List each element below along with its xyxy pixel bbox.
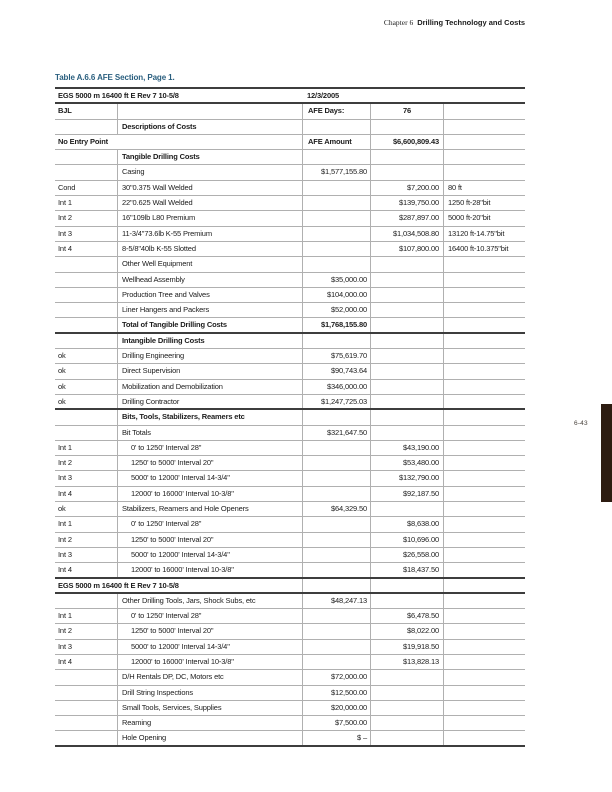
page-number: 6-43 [574, 420, 588, 427]
amount-detail [370, 410, 443, 424]
interval-note [443, 548, 525, 562]
amount-detail: $18,437.50 [370, 563, 443, 576]
amount-detail [370, 701, 443, 715]
cost-description: Liner Hangers and Packers [117, 303, 302, 317]
table-row [55, 686, 525, 701]
amount-subtotal [302, 441, 370, 455]
row-label: Int 2 [58, 458, 72, 468]
interval-note: 5000 ft-20"bit [443, 211, 525, 225]
amount-subtotal [302, 640, 370, 654]
cost-description: 12000' to 16000' Interval 10-3/8" [117, 563, 302, 576]
amount-subtotal [302, 242, 370, 256]
row-label: BJL [58, 106, 72, 116]
amount-detail [370, 303, 443, 317]
amount-detail [370, 380, 443, 394]
table-row [55, 165, 525, 180]
interval-note [443, 410, 525, 424]
amount-detail: $19,918.50 [370, 640, 443, 654]
amount-detail [370, 288, 443, 302]
amount-subtotal [302, 624, 370, 638]
cost-description: Reaming [117, 716, 302, 730]
interval-note [443, 273, 525, 287]
table-row [55, 135, 525, 150]
amount-subtotal: $346,000.00 [302, 380, 370, 394]
interval-note [443, 716, 525, 730]
amount-subtotal [302, 655, 370, 669]
amount-detail: $139,750.00 [370, 196, 443, 210]
chapter-edge-tab [601, 404, 612, 502]
cost-description: 0' to 1250' Interval 28" [117, 517, 302, 531]
amount-subtotal: AFE Amount [302, 135, 370, 149]
amount-subtotal [302, 579, 370, 592]
amount-subtotal: $35,000.00 [302, 273, 370, 287]
table-row [55, 655, 525, 670]
amount-subtotal: $90,743.64 [302, 364, 370, 378]
amount-subtotal [302, 227, 370, 241]
cost-description: Total of Tangible Drilling Costs [117, 318, 302, 331]
interval-note [443, 456, 525, 470]
amount-detail: $7,200.00 [370, 181, 443, 195]
cost-description: Production Tree and Valves [117, 288, 302, 302]
amount-subtotal [302, 533, 370, 547]
amount-subtotal [302, 410, 370, 424]
row-label [55, 426, 117, 440]
interval-note [443, 441, 525, 455]
chapter-section-title: Drilling Technology and Costs [417, 18, 525, 27]
cost-description: 22"0.625 Wall Welded [117, 196, 302, 210]
amount-detail: $107,800.00 [370, 242, 443, 256]
row-label: ok [58, 396, 66, 406]
date: 12/3/2005 [307, 91, 340, 100]
cost-description: Other Drilling Tools, Jars, Shock Subs, etc [117, 594, 302, 608]
row-label: ok [58, 504, 66, 514]
amount-detail [370, 257, 443, 271]
cost-description: 16"109lb L80 Premium [117, 211, 302, 225]
cost-description: Descriptions of Costs [117, 120, 302, 134]
row-label: Int 4 [58, 565, 72, 575]
interval-note [443, 670, 525, 684]
table-row [55, 334, 525, 349]
table-row [55, 273, 525, 288]
amount-detail: $26,558.00 [370, 548, 443, 562]
interval-note [443, 655, 525, 669]
table-row [55, 670, 525, 685]
cost-description: 30"0.375 Wall Welded [117, 181, 302, 195]
row-label [55, 670, 117, 684]
interval-note: 16400 ft-10.375"bit [443, 242, 525, 256]
interval-note [443, 701, 525, 715]
table-row [55, 548, 525, 563]
amount-detail [370, 686, 443, 700]
amount-subtotal: $75,619.70 [302, 349, 370, 363]
cost-description: 1250' to 5000' Interval 20" [117, 533, 302, 547]
row-label: EGS 5000 m 16400 ft E Rev 7 10-5/8 [58, 580, 179, 590]
table-row [55, 150, 525, 165]
cost-description: Drilling Engineering [117, 349, 302, 363]
interval-note [443, 563, 525, 576]
table-row [55, 196, 525, 211]
interval-note [443, 257, 525, 271]
amount-detail [370, 165, 443, 179]
amount-subtotal: $48,247.13 [302, 594, 370, 608]
interval-note [443, 624, 525, 638]
cost-description: Small Tools, Services, Supplies [117, 701, 302, 715]
row-label: Int 2 [58, 626, 72, 636]
row-label [55, 334, 117, 348]
cost-description: 5000' to 12000' Interval 14-3/4" [117, 548, 302, 562]
row-label [55, 701, 117, 715]
table-row [55, 701, 525, 716]
table-row [55, 364, 525, 379]
amount-detail [370, 502, 443, 516]
amount-detail [370, 273, 443, 287]
amount-subtotal: $7,500.00 [302, 716, 370, 730]
running-header [0, 18, 525, 27]
row-label: Int 1 [58, 611, 72, 621]
cost-description: 8-5/8"40lb K-55 Slotted [117, 242, 302, 256]
row-label [55, 150, 117, 164]
row-label: ok [58, 351, 66, 361]
table-row [55, 731, 525, 746]
interval-note [443, 579, 525, 592]
well-spec: EGS 5000 m 16400 ft E Rev 7 10-5/8 [58, 91, 179, 100]
cost-description: 12000' to 16000' Interval 10-3/8" [117, 487, 302, 501]
row-label: Int 3 [58, 228, 72, 238]
row-label [55, 165, 117, 179]
amount-subtotal [302, 196, 370, 210]
amount-subtotal: $52,000.00 [302, 303, 370, 317]
amount-detail [370, 716, 443, 730]
amount-detail: $287,897.00 [370, 211, 443, 225]
row-label: Int 3 [58, 641, 72, 651]
amount-subtotal: $72,000.00 [302, 670, 370, 684]
cost-description: Casing [117, 165, 302, 179]
cost-description: Bits, Tools, Stabilizers, Reamers etc [117, 410, 302, 424]
amount-subtotal: $1,247,725.03 [302, 395, 370, 408]
row-label [55, 288, 117, 302]
row-label: Int 4 [58, 243, 72, 253]
row-label: Cond [58, 182, 76, 192]
interval-note [443, 165, 525, 179]
table-row [55, 640, 525, 655]
table-row [55, 441, 525, 456]
amount-subtotal: $ – [302, 731, 370, 744]
table-row [55, 456, 525, 471]
table-row [55, 120, 525, 135]
row-label: Int 1 [58, 519, 72, 529]
cost-description: Direct Supervision [117, 364, 302, 378]
interval-note [443, 334, 525, 348]
cost-description: D/H Rentals DP, DC, Motors etc [117, 670, 302, 684]
table-row [55, 487, 525, 502]
amount-detail [370, 349, 443, 363]
table-row [55, 104, 525, 119]
interval-note: 1250 ft-28"bit [443, 196, 525, 210]
amount-detail [370, 150, 443, 164]
table-row [55, 533, 525, 548]
row-label: ok [58, 381, 66, 391]
table-row [55, 471, 525, 486]
amount-subtotal [302, 150, 370, 164]
amount-subtotal [302, 211, 370, 225]
amount-detail: $13,828.13 [370, 655, 443, 669]
cost-description: Other Well Equipment [117, 257, 302, 271]
amount-detail: $10,696.00 [370, 533, 443, 547]
amount-subtotal [302, 563, 370, 576]
cost-description: 5000' to 12000' Interval 14-3/4" [117, 471, 302, 485]
amount-detail [370, 120, 443, 134]
table-row [55, 579, 525, 594]
row-label: Int 4 [58, 488, 72, 498]
amount-subtotal [302, 609, 370, 623]
interval-note [443, 349, 525, 363]
interval-note [443, 150, 525, 164]
cost-description: Stabilizers, Reamers and Hole Openers [117, 502, 302, 516]
cost-description: Wellhead Assembly [117, 273, 302, 287]
interval-note [443, 120, 525, 134]
interval-note [443, 471, 525, 485]
table-row [55, 716, 525, 731]
amount-detail: $53,480.00 [370, 456, 443, 470]
amount-detail [370, 594, 443, 608]
amount-detail: $6,600,809.43 [370, 135, 443, 149]
amount-subtotal [302, 257, 370, 271]
amount-subtotal [302, 548, 370, 562]
interval-note [443, 395, 525, 408]
row-label [55, 303, 117, 317]
table-title: Table A.6.6 AFE Section, Page 1. [55, 73, 175, 82]
table-row [55, 227, 525, 242]
row-label [55, 257, 117, 271]
amount-subtotal [302, 181, 370, 195]
amount-detail [370, 670, 443, 684]
cost-description: 0' to 1250' Interval 28" [117, 441, 302, 455]
table-row [55, 563, 525, 578]
amount-subtotal: $12,500.00 [302, 686, 370, 700]
table-row [55, 242, 525, 257]
table-row [55, 288, 525, 303]
cost-description: 1250' to 5000' Interval 20" [117, 624, 302, 638]
amount-detail: $8,638.00 [370, 517, 443, 531]
amount-detail: $92,187.50 [370, 487, 443, 501]
interval-note [443, 288, 525, 302]
interval-note [443, 609, 525, 623]
row-label: Int 3 [58, 549, 72, 559]
interval-note [443, 364, 525, 378]
amount-subtotal [302, 471, 370, 485]
cost-description: Tangible Drilling Costs [117, 150, 302, 164]
table-row [55, 303, 525, 318]
row-label: Int 3 [58, 473, 72, 483]
cost-description: 1250' to 5000' Interval 20" [117, 456, 302, 470]
interval-note [443, 487, 525, 501]
amount-subtotal: $104,000.00 [302, 288, 370, 302]
table-row [55, 349, 525, 364]
interval-note [443, 380, 525, 394]
table-row [55, 257, 525, 272]
afe-table [55, 87, 525, 747]
table-row [55, 181, 525, 196]
row-label [55, 120, 117, 134]
interval-note [443, 426, 525, 440]
row-label [55, 318, 117, 331]
cost-description: Intangible Drilling Costs [117, 334, 302, 348]
interval-note [443, 502, 525, 516]
amount-subtotal: AFE Days: [302, 104, 370, 118]
table-row [55, 395, 525, 410]
table-row [55, 517, 525, 532]
row-label [55, 273, 117, 287]
table-row [55, 426, 525, 441]
amount-detail [370, 334, 443, 348]
cost-description: Drill String Inspections [117, 686, 302, 700]
row-label: Int 2 [58, 534, 72, 544]
cost-description: Drilling Contractor [117, 395, 302, 408]
table-row [55, 410, 525, 425]
row-label [55, 716, 117, 730]
row-label [55, 410, 117, 424]
row-label: Int 2 [58, 213, 72, 223]
amount-subtotal: $321,647.50 [302, 426, 370, 440]
amount-detail: $132,790.00 [370, 471, 443, 485]
cost-description: 0' to 1250' Interval 28" [117, 609, 302, 623]
row-label [55, 594, 117, 608]
amount-detail: $6,478.50 [370, 609, 443, 623]
amount-subtotal [302, 120, 370, 134]
amount-subtotal: $1,768,155.80 [302, 318, 370, 331]
amount-subtotal [302, 487, 370, 501]
interval-note [443, 686, 525, 700]
cost-description: Mobilization and Demobilization [117, 380, 302, 394]
table-row [55, 594, 525, 609]
table-row [55, 89, 525, 104]
row-label: Int 1 [58, 198, 72, 208]
interval-note: 80 ft [443, 181, 525, 195]
amount-subtotal: $64,329.50 [302, 502, 370, 516]
interval-note [443, 640, 525, 654]
amount-detail: $8,022.00 [370, 624, 443, 638]
amount-detail [370, 731, 443, 744]
amount-detail [370, 579, 443, 592]
interval-note [443, 104, 525, 118]
cost-description: Bit Totals [117, 426, 302, 440]
interval-note [443, 594, 525, 608]
cost-description: Hole Opening [117, 731, 302, 744]
interval-note [443, 517, 525, 531]
row-label [55, 686, 117, 700]
row-label: Int 1 [58, 442, 72, 452]
interval-note [443, 135, 525, 149]
interval-note [443, 318, 525, 331]
cost-description: 12000' to 16000' Interval 10-3/8" [117, 655, 302, 669]
table-row [55, 318, 525, 333]
amount-detail: $1,034,508.80 [370, 227, 443, 241]
table-row [55, 624, 525, 639]
amount-detail [370, 318, 443, 331]
interval-note [443, 303, 525, 317]
interval-note: 13120 ft-14.75"bit [443, 227, 525, 241]
amount-detail [370, 426, 443, 440]
amount-subtotal [302, 334, 370, 348]
table-row [55, 609, 525, 624]
chapter-label: Chapter 6 [383, 18, 414, 27]
cost-description: 5000' to 12000' Interval 14-3/4" [117, 640, 302, 654]
row-label: Int 4 [58, 656, 72, 666]
amount-detail [370, 395, 443, 408]
cost-description [117, 104, 302, 118]
table-row [55, 502, 525, 517]
amount-subtotal: $1,577,155.80 [302, 165, 370, 179]
table-row [55, 211, 525, 226]
amount-subtotal: $20,000.00 [302, 701, 370, 715]
row-label [55, 731, 117, 744]
cost-description: 11-3/4"73.6lb K-55 Premium [117, 227, 302, 241]
amount-detail: 76 [370, 104, 443, 118]
amount-detail: $43,190.00 [370, 441, 443, 455]
row-label: No Entry Point [58, 136, 108, 146]
interval-note [443, 731, 525, 744]
amount-subtotal [302, 456, 370, 470]
interval-note [443, 533, 525, 547]
row-label: ok [58, 366, 66, 376]
table-row [55, 380, 525, 395]
amount-detail [370, 364, 443, 378]
amount-subtotal [302, 517, 370, 531]
